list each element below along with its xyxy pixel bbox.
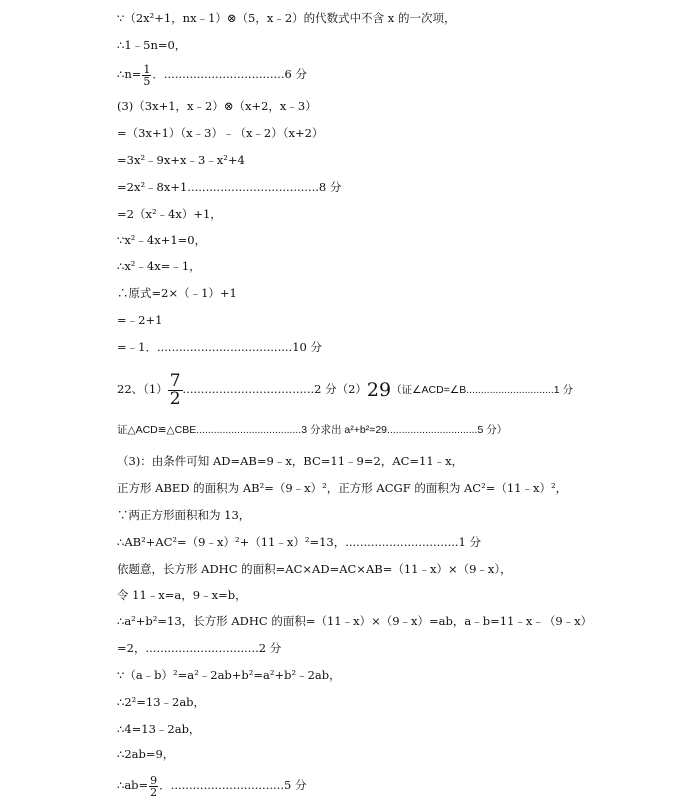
line-2: ∴1﹣5n=0， [117, 38, 187, 52]
q22-line [117, 372, 573, 408]
line-21: ∵（a﹣b）²=a²﹣2ab+b²=a²+b²﹣2ab， [117, 668, 341, 682]
line-3: (3)（3x+1，x﹣2）⊗（x+2，x﹣3） [117, 99, 317, 113]
line-14: 正方形 ABED 的面积为 AB²=（9﹣x）²，正方形 ACGF 的面积为 AC²=（11﹣x）²， [117, 481, 568, 495]
line-24: ∴2ab=9， [117, 747, 175, 761]
line-13: （3)：由条件可知 AD=AB=9﹣x，BC=11﹣9=2，AC=11﹣x， [117, 454, 464, 468]
line-23: ∴4=13﹣2ab， [117, 722, 201, 736]
line-ab-pre: ∴ab= [117, 778, 149, 792]
line-15: ∵两正方形面积和为 13， [117, 508, 251, 522]
line-n [117, 62, 307, 87]
frac-ab-num: 9 [150, 773, 158, 787]
q22-mid: ....................................2 分（2） [182, 382, 367, 396]
line-4: =（3x+1）（x﹣3）﹣（x﹣2）（x+2） [117, 126, 324, 140]
line-n-post: ．.................................6 分 [152, 67, 307, 81]
frac-n-num: 1 [143, 62, 151, 76]
line-ab-post: ．...............................5 分 [159, 778, 307, 792]
frac-q22-num: 7 [169, 370, 181, 391]
line-8: ∵x²﹣4x+1=0， [117, 233, 207, 247]
line-18: 令 11﹣x=a，9﹣x=b， [117, 588, 247, 602]
frac-n-den: 5 [143, 74, 151, 88]
line-9: ∴x²﹣4x=﹣1， [117, 259, 201, 273]
line-6: =2x²﹣8x+1....................................8 分 [117, 180, 342, 194]
fraction-seven-halves [168, 370, 183, 409]
line-20: =2，...............................2 分 [117, 641, 282, 655]
q22-label: 22、（1） [117, 382, 168, 396]
line-11: =﹣2+1 [117, 313, 163, 327]
fraction-nine-halves [149, 775, 158, 798]
q22-line-2: 证△ACD≌△CBE....................................3 分求出 a²+b²=29...............................5 分） [117, 424, 508, 436]
fraction-one-fifth [142, 64, 151, 87]
line-16: ∴AB²+AC²=（9﹣x）²+（11﹣x）²=13，...............................1 分 [117, 535, 482, 549]
line-7: =2（x²﹣4x）+1， [117, 207, 222, 221]
line-ab [117, 772, 306, 798]
line-12: =﹣1．.....................................10 分 [117, 340, 322, 354]
line-19: ∴a²+b²=13，长方形 ADHC 的面积=（11﹣x）×（9﹣x）=ab，a﹣b=11﹣x﹣（9﹣x） [117, 614, 593, 628]
q22-answer-29: 29 [366, 379, 392, 401]
frac-ab-den: 2 [150, 785, 158, 799]
q22-after: （证∠ACD=∠B..............................1 分 [391, 384, 574, 396]
line-5: =3x²﹣9x+x﹣3﹣x²+4 [117, 153, 245, 167]
line-n-pre: ∴n= [117, 67, 142, 81]
line-22: ∴2²=13﹣2ab， [117, 695, 206, 709]
line-10: ∴原式=2×（﹣1）+1 [117, 286, 237, 300]
line-1: ∵（2x²+1，nx﹣1）⊗（5，x﹣2）的代数式中不含 x 的一次项， [117, 11, 456, 25]
line-17: 依题意，长方形 ADHC 的面积=AC×AD=AC×AB=（11﹣x）×（9﹣x）， [117, 562, 512, 576]
frac-q22-den: 2 [169, 388, 181, 409]
